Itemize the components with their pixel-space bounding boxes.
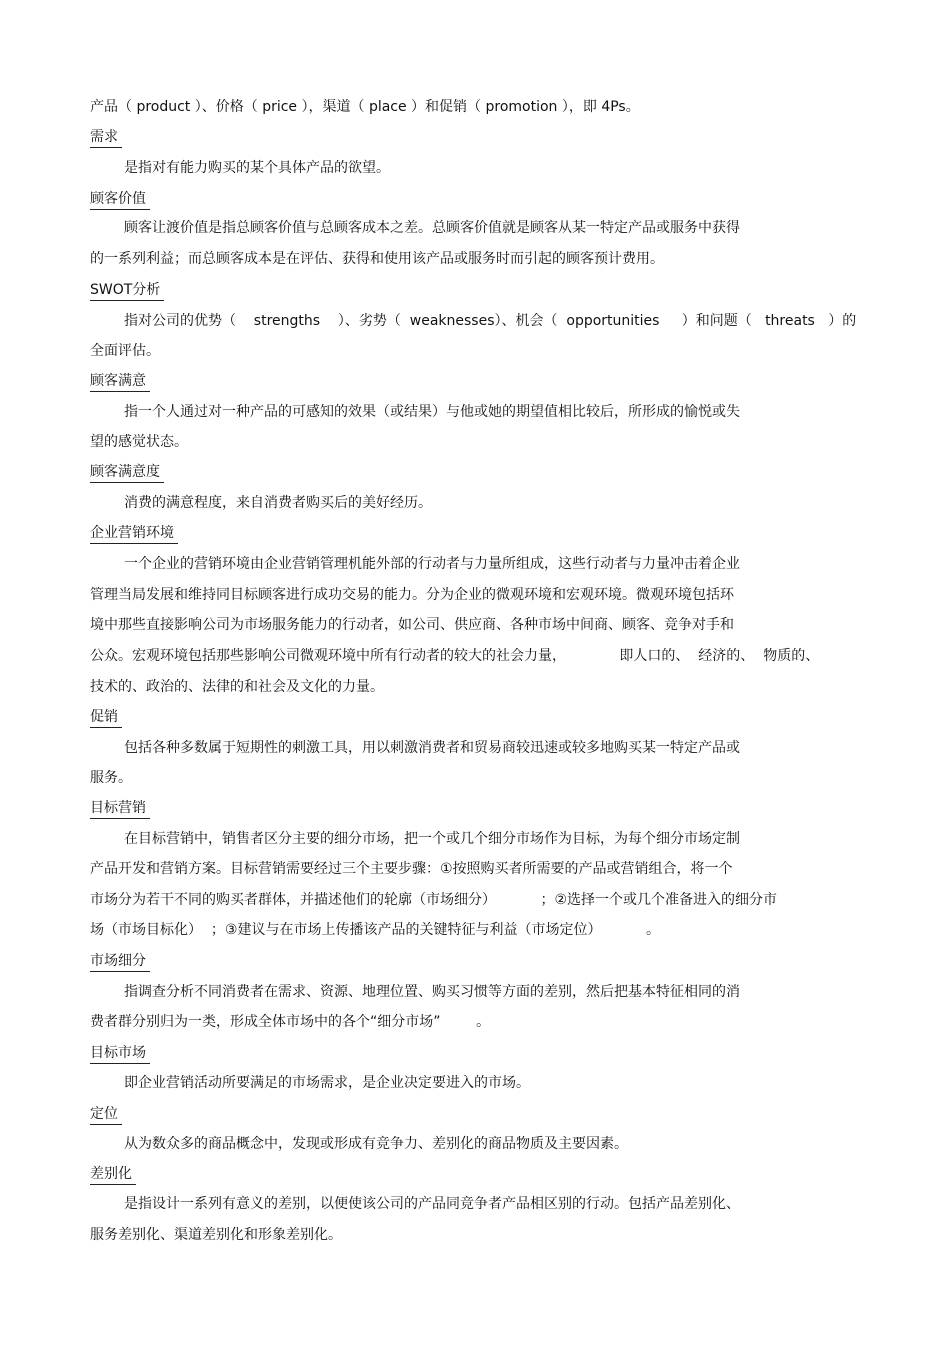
definition-line: 顾客让渡价值是指总顾客价值与总顾客成本之差。总顾客价值就是顾客从某一特定产品或服务中获得 xyxy=(124,220,740,236)
intro-line: 产品（ product ）、价格（ price ），渠道（ place ）和促销（ promotion ），即 4Ps。 xyxy=(90,99,640,115)
definition-line: 望的感觉状态。 xyxy=(90,434,188,450)
definition-line: 是指设计一系列有意义的差别，以便使该公司的产品同竞争者产品相区别的行动。包括产品差别化、 xyxy=(124,1196,740,1212)
term-heading: 顾客价值 xyxy=(90,189,150,210)
definition-line: 服务。 xyxy=(90,770,132,786)
term-heading: 企业营销环境 xyxy=(90,523,178,544)
definition-line: 一个企业的营销环境由企业营销管理机能外部的行动者与力量所组成，这些行动者与力量冲击着企业 xyxy=(124,556,740,572)
term-heading: 目标营销 xyxy=(90,798,150,819)
definition-line: 是指对有能力购买的某个具体产品的欲望。 xyxy=(124,160,390,176)
definition-line: 在目标营销中，销售者区分主要的细分市场，把一个或几个细分市场作为目标，为每个细分市场定制 xyxy=(124,831,740,847)
definition-line: 管理当局发展和维持同目标顾客进行成功交易的能力。分为企业的微观环境和宏观环境。微观环境包括环 xyxy=(90,587,734,603)
term-heading: 目标市场 xyxy=(90,1043,150,1064)
definition-line: 包括各种多数属于短期性的刺激工具，用以刺激消费者和贸易商较迅速或较多地购买某一特定产品或 xyxy=(124,740,740,756)
term-heading: 顾客满意度 xyxy=(90,462,164,483)
term-heading: 顾客满意 xyxy=(90,371,150,392)
definition-line: 从为数众多的商品概念中，发现或形成有竞争力、差别化的商品物质及主要因素。 xyxy=(124,1136,628,1152)
definition-line: 公众。宏观环境包括那些影响公司微观环境中所有行动者的较大的社会力量， 即人口的、 经济的、 物质的、 xyxy=(90,648,820,664)
definition-line: 市场分为若干不同的购买者群体，并描述他们的轮廓（市场细分） ；②选择一个或几个准备进入的细分市 xyxy=(90,892,778,908)
definition-line: 即企业营销活动所要满足的市场需求，是企业决定要进入的市场。 xyxy=(124,1075,530,1091)
definition-line: 场（市场目标化） ；③建议与在市场上传播该产品的关键特征与利益（市场定位） 。 xyxy=(90,922,660,938)
definition-line: 技术的、政治的、法律的和社会及文化的力量。 xyxy=(90,679,384,695)
definition-line: 费者群分别归为一类，形成全体市场中的各个“细分市场” 。 xyxy=(90,1014,491,1030)
definition-line: 全面评估。 xyxy=(90,343,160,359)
definition-line: 指对公司的优势（ strengths ）、劣势（ weaknesses）、机会（ opportunities ）和问题（ threats ）的 xyxy=(124,313,857,329)
definition-line: 境中那些直接影响公司为市场服务能力的行动者，如公司、供应商、各种市场中间商、顾客、竞争对手和 xyxy=(90,617,734,633)
term-heading: 需求 xyxy=(90,127,122,148)
definition-line: 产品开发和营销方案。目标营销需要经过三个主要步骤：①按照购买者所需要的产品或营销组合，将一个 xyxy=(90,861,733,877)
definition-line: 指调查分析不同消费者在需求、资源、地理位置、购买习惯等方面的差别，然后把基本特征相同的消 xyxy=(124,984,740,1000)
definition-line: 指一个人通过对一种产品的可感知的效果（或结果）与他或她的期望值相比较后，所形成的愉悦或失 xyxy=(124,404,740,420)
term-heading: 促销 xyxy=(90,707,122,728)
definition-line: 服务差别化、渠道差别化和形象差别化。 xyxy=(90,1227,342,1243)
term-heading: SWOT分析 xyxy=(90,280,164,301)
term-heading: 市场细分 xyxy=(90,951,150,972)
definition-line: 消费的满意程度，来自消费者购买后的美好经历。 xyxy=(124,495,432,511)
term-heading: 差别化 xyxy=(90,1164,136,1185)
term-heading: 定位 xyxy=(90,1104,122,1125)
definition-line: 的一系列利益；而总顾客成本是在评估、获得和使用该产品或服务时而引起的顾客预计费用。 xyxy=(90,251,664,267)
